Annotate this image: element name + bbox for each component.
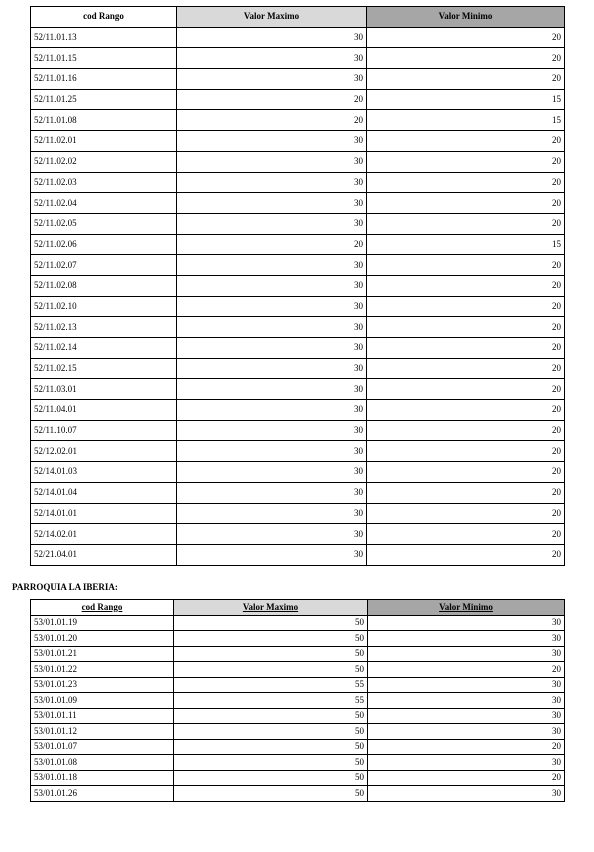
cell-valor-minimo: 20 (367, 193, 565, 214)
cell-cod-rango: 52/21.04.01 (31, 544, 177, 565)
cell-valor-minimo: 15 (367, 89, 565, 110)
cell-cod-rango: 52/11.02.05 (31, 213, 177, 234)
cell-cod-rango: 52/11.02.06 (31, 234, 177, 255)
table-row (31, 631, 565, 647)
cell-valor-maximo: 30 (177, 358, 367, 379)
cell-valor-minimo: 30 (368, 693, 565, 709)
cell-valor-maximo: 30 (177, 193, 367, 214)
table-row (31, 234, 565, 255)
cell-cod-rango: 52/11.01.25 (31, 89, 177, 110)
cell-cod-rango: 53/01.01.21 (31, 646, 174, 662)
cell-valor-minimo: 20 (368, 739, 565, 755)
cell-cod-rango: 52/11.02.15 (31, 358, 177, 379)
table-body (31, 27, 565, 565)
table-body (31, 615, 565, 801)
table-row (31, 677, 565, 693)
cell-valor-minimo: 20 (367, 338, 565, 359)
cell-cod-rango: 52/11.02.08 (31, 275, 177, 296)
cell-valor-maximo: 30 (177, 524, 367, 545)
cell-cod-rango: 52/14.01.03 (31, 462, 177, 483)
table-row (31, 358, 565, 379)
cell-valor-maximo: 30 (177, 131, 367, 152)
cell-valor-maximo: 55 (174, 677, 368, 693)
table-row (31, 69, 565, 90)
cell-valor-maximo: 50 (174, 739, 368, 755)
cell-valor-maximo: 50 (174, 615, 368, 631)
cell-valor-maximo: 50 (174, 770, 368, 786)
cell-valor-maximo: 50 (174, 662, 368, 678)
cell-cod-rango: 53/01.01.07 (31, 739, 174, 755)
table-row (31, 662, 565, 678)
section-heading: PARROQUIA LA IBERIA: (12, 582, 118, 592)
table-row (31, 739, 565, 755)
cell-valor-minimo: 20 (367, 441, 565, 462)
table-row (31, 524, 565, 545)
header-valor-maximo: Valor Maximo (177, 7, 367, 28)
cell-valor-minimo: 20 (367, 255, 565, 276)
header-valor-maximo: Valor Maximo (174, 600, 368, 616)
table-row (31, 441, 565, 462)
cell-valor-maximo: 30 (177, 379, 367, 400)
cell-cod-rango: 53/01.01.12 (31, 724, 174, 740)
cell-valor-maximo: 30 (177, 172, 367, 193)
cell-cod-rango: 53/01.01.18 (31, 770, 174, 786)
table-row (31, 482, 565, 503)
table-row (31, 172, 565, 193)
table-header-row (31, 600, 565, 616)
cell-valor-maximo: 30 (177, 400, 367, 421)
cell-valor-minimo: 30 (368, 786, 565, 802)
cell-valor-minimo: 30 (368, 646, 565, 662)
cell-cod-rango: 52/11.02.02 (31, 151, 177, 172)
cell-cod-rango: 52/11.02.01 (31, 131, 177, 152)
cell-cod-rango: 52/11.02.07 (31, 255, 177, 276)
table-row (31, 544, 565, 565)
header-valor-minimo: Valor Minimo (367, 7, 565, 28)
cell-valor-minimo: 20 (367, 27, 565, 48)
cell-valor-maximo: 30 (177, 48, 367, 69)
table-row (31, 420, 565, 441)
cell-valor-minimo: 20 (367, 462, 565, 483)
cell-valor-maximo: 50 (174, 724, 368, 740)
table-row (31, 151, 565, 172)
cell-cod-rango: 53/01.01.08 (31, 755, 174, 771)
cell-valor-minimo: 20 (368, 770, 565, 786)
table-row (31, 338, 565, 359)
cell-valor-maximo: 30 (177, 317, 367, 338)
cell-cod-rango: 52/11.01.15 (31, 48, 177, 69)
cell-valor-minimo: 30 (368, 677, 565, 693)
table-header-row (31, 7, 565, 28)
table-row (31, 27, 565, 48)
table-row (31, 503, 565, 524)
table-row (31, 646, 565, 662)
cell-valor-minimo: 20 (367, 420, 565, 441)
cell-cod-rango: 53/01.01.22 (31, 662, 174, 678)
cell-cod-rango: 53/01.01.26 (31, 786, 174, 802)
table-row (31, 708, 565, 724)
cell-valor-minimo: 20 (367, 275, 565, 296)
cell-valor-minimo: 20 (367, 69, 565, 90)
cell-valor-maximo: 30 (177, 544, 367, 565)
cell-valor-minimo: 20 (367, 213, 565, 234)
table-row (31, 786, 565, 802)
header-cod-rango: cod Rango (31, 600, 174, 616)
cell-cod-rango: 52/11.02.13 (31, 317, 177, 338)
table-row (31, 615, 565, 631)
cell-valor-maximo: 30 (177, 275, 367, 296)
cell-valor-minimo: 20 (367, 379, 565, 400)
cell-valor-minimo: 20 (367, 503, 565, 524)
cell-valor-maximo: 55 (174, 693, 368, 709)
table-row (31, 213, 565, 234)
cell-valor-minimo: 20 (367, 544, 565, 565)
cell-valor-maximo: 30 (177, 420, 367, 441)
cell-cod-rango: 52/11.02.03 (31, 172, 177, 193)
header-valor-minimo: Valor Minimo (368, 600, 565, 616)
cell-valor-maximo: 30 (177, 338, 367, 359)
cell-cod-rango: 53/01.01.23 (31, 677, 174, 693)
cell-valor-minimo: 20 (367, 317, 565, 338)
cell-valor-maximo: 50 (174, 631, 368, 647)
table-row (31, 193, 565, 214)
table-row (31, 317, 565, 338)
cell-cod-rango: 52/11.04.01 (31, 400, 177, 421)
cell-valor-maximo: 30 (177, 27, 367, 48)
header-cod-rango: cod Rango (31, 7, 177, 28)
table-row (31, 255, 565, 276)
cell-valor-maximo: 20 (177, 89, 367, 110)
cell-valor-maximo: 50 (174, 646, 368, 662)
cell-cod-rango: 53/01.01.09 (31, 693, 174, 709)
cell-valor-maximo: 30 (177, 255, 367, 276)
cell-valor-maximo: 30 (177, 441, 367, 462)
cell-valor-maximo: 50 (174, 708, 368, 724)
table-row (31, 131, 565, 152)
cell-cod-rango: 52/11.02.10 (31, 296, 177, 317)
cell-valor-maximo: 30 (177, 296, 367, 317)
table-row (31, 770, 565, 786)
cell-cod-rango: 52/11.03.01 (31, 379, 177, 400)
cell-valor-minimo: 30 (368, 755, 565, 771)
cell-cod-rango: 52/11.01.08 (31, 110, 177, 131)
table-row (31, 462, 565, 483)
cell-valor-minimo: 20 (367, 400, 565, 421)
cell-valor-minimo: 20 (367, 524, 565, 545)
cell-cod-rango: 52/11.02.14 (31, 338, 177, 359)
table-row (31, 275, 565, 296)
cell-cod-rango: 52/11.10.07 (31, 420, 177, 441)
cell-valor-minimo: 20 (367, 358, 565, 379)
table-row (31, 755, 565, 771)
cell-cod-rango: 52/14.01.04 (31, 482, 177, 503)
table-row (31, 724, 565, 740)
cell-cod-rango: 53/01.01.19 (31, 615, 174, 631)
table-row (31, 48, 565, 69)
cell-valor-maximo: 30 (177, 462, 367, 483)
cell-valor-minimo: 30 (368, 708, 565, 724)
table-row (31, 400, 565, 421)
cell-valor-maximo: 30 (177, 69, 367, 90)
table-row (31, 89, 565, 110)
cell-valor-minimo: 30 (368, 631, 565, 647)
cell-valor-maximo: 30 (177, 482, 367, 503)
cell-cod-rango: 53/01.01.20 (31, 631, 174, 647)
cell-valor-minimo: 20 (368, 662, 565, 678)
cell-cod-rango: 52/11.02.04 (31, 193, 177, 214)
cell-valor-minimo: 20 (367, 296, 565, 317)
rango-table-1 (30, 6, 565, 566)
cell-valor-minimo: 30 (368, 615, 565, 631)
cell-valor-minimo: 20 (367, 482, 565, 503)
cell-valor-maximo: 30 (177, 151, 367, 172)
cell-valor-maximo: 30 (177, 213, 367, 234)
cell-valor-maximo: 20 (177, 110, 367, 131)
cell-valor-minimo: 20 (367, 151, 565, 172)
table-row (31, 379, 565, 400)
cell-valor-maximo: 50 (174, 755, 368, 771)
table-row (31, 296, 565, 317)
cell-valor-minimo: 15 (367, 234, 565, 255)
cell-cod-rango: 52/14.01.01 (31, 503, 177, 524)
cell-valor-minimo: 15 (367, 110, 565, 131)
cell-valor-maximo: 20 (177, 234, 367, 255)
cell-valor-minimo: 20 (367, 172, 565, 193)
table-row (31, 110, 565, 131)
cell-valor-maximo: 30 (177, 503, 367, 524)
cell-cod-rango: 52/14.02.01 (31, 524, 177, 545)
cell-valor-minimo: 20 (367, 48, 565, 69)
cell-valor-minimo: 20 (367, 131, 565, 152)
cell-cod-rango: 52/11.01.13 (31, 27, 177, 48)
cell-valor-maximo: 50 (174, 786, 368, 802)
cell-cod-rango: 52/12.02.01 (31, 441, 177, 462)
cell-cod-rango: 52/11.01.16 (31, 69, 177, 90)
rango-table-2 (30, 599, 565, 802)
cell-valor-minimo: 30 (368, 724, 565, 740)
cell-cod-rango: 53/01.01.11 (31, 708, 174, 724)
table-row (31, 693, 565, 709)
